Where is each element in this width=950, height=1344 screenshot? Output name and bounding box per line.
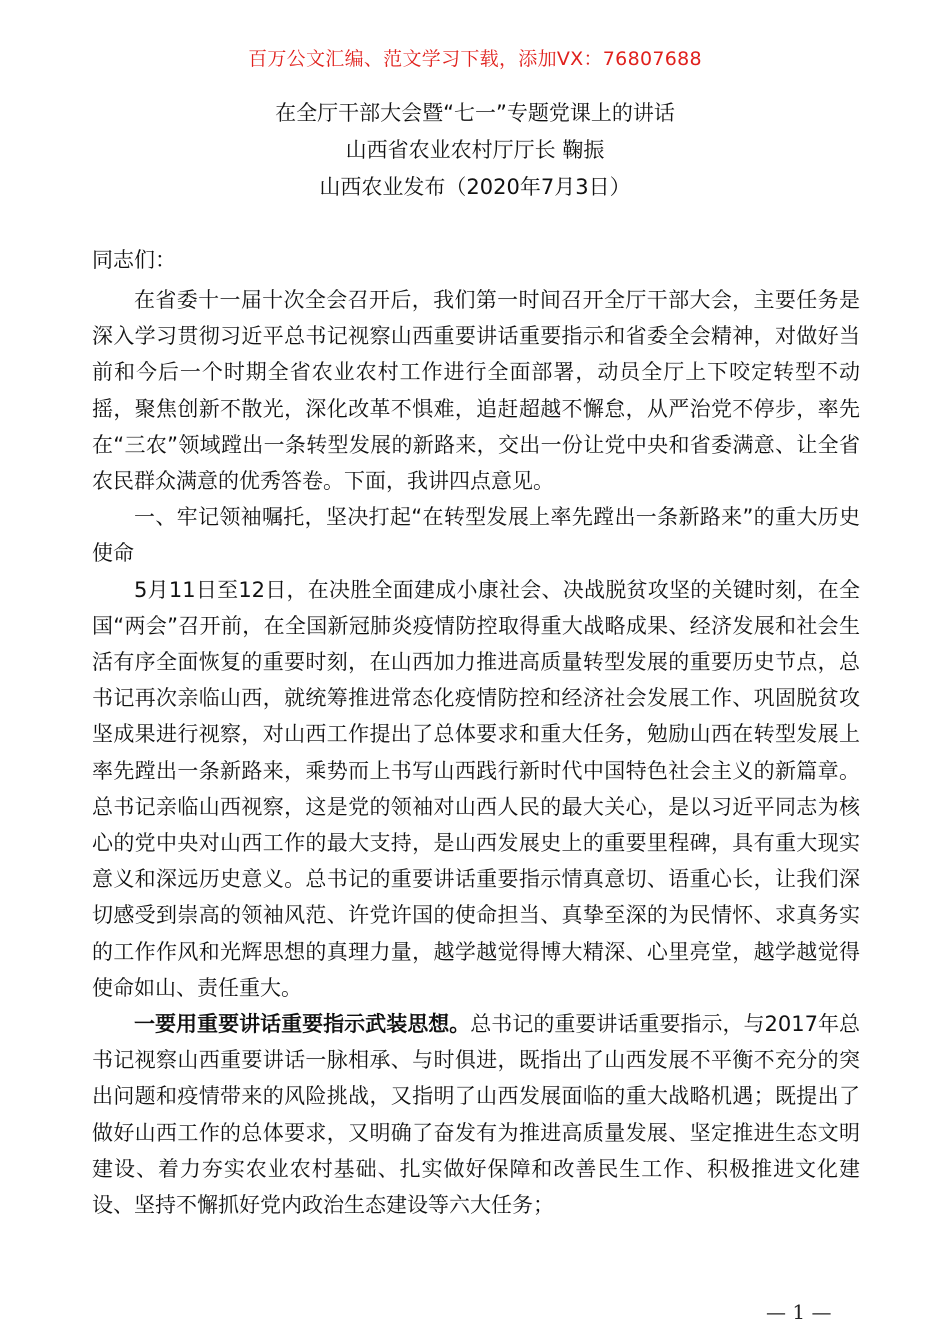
point-1-text: 总书记的重要讲话重要指示，与2017年总书记视察山西重要讲话一脉相承、与时俱进，既指出了山西发展不平衡不充分的突出问题和疫情带来的风险挑战，又指明了山西发展面临的重大战略机遇；既提出了做好山西工作的总体要求，又明确了奋发有为推进高质量发展、坚定推进生态文明建设、着力夯实农业农村基础、扎实做好保障和改善民生工作、积极推进文化建设、坚持不懈抓好党内政治生态建设等六大任务； bbox=[92, 1012, 860, 1218]
source-date-line: 山西农业发布（2020年7月3日） bbox=[319, 175, 631, 199]
point-1-lead: 一要用重要讲话重要指示武装思想。 bbox=[134, 1012, 471, 1037]
watermark-banner: 百万公文汇编、范文学习下载，添加VX：76807688 bbox=[248, 48, 702, 70]
paragraph-context: 5月11日至12日，在决胜全面建成小康社会、决战脱贫攻坚的关键时刻，在全国“两会”召开前，在全国新冠肺炎疫情防控取得重大战略成果、经济发展和社会生活有序全面恢复的重要时刻，在山西加力推进高质量转型发展的重要历史节点，总书记再次亲临山西，就统筹推进常态化疫情防控和经济社会发展工作、巩固脱贫攻坚成果进行视察，对山西工作提出了总体要求和重大任务，勉励山西在转型发展上率先蹚出一条新路来，乘势而上书写山西践行新时代中国特色社会主义的新篇章。总书记亲临山西视察，这是党的领袖对山西人民的最大关心，是以习近平同志为核心的党中央对山西工作的最大支持，是山西发展史上的重要里程碑，具有重大现实意义和深远历史意义。总书记的重要讲话重要指示情真意切、语重心长，让我们深切感受到崇高的领袖风范、许党许国的使命担当、真挚至深的为民情怀、求真务实的工作作风和光辉思想的真理力量，越学越觉得博大精深、心里亮堂，越学越觉得使命如山、责任重大。 bbox=[92, 577, 860, 1000]
author-line: 山西省农业农村厅厅长 鞠振 bbox=[345, 138, 605, 162]
salutation: 同志们： bbox=[92, 248, 176, 272]
paragraph-intro: 在省委十一届十次全会召开后，我们第一时间召开全厅干部大会，主要任务是深入学习贯彻习近平总书记视察山西重要讲话重要指示和省委全会精神，对做好当前和今后一个时期全省农业农村工作进行全面部署，动员全厅上下咬定转型不动摇，聚焦创新不散光，深化改革不惧难，追赶超越不懈怠，从严治党不停步，率先在“三农”领域蹚出一条转型发展的新路来，交出一份让党中央和省委满意、让全省农民群众满意的优秀答卷。下面，我讲四点意见。 bbox=[92, 288, 860, 494]
document-body bbox=[92, 282, 860, 1223]
paragraph-point-1 bbox=[92, 1006, 860, 1223]
document-title: 在全厅干部大会暨“七一”专题党课上的讲话 bbox=[275, 101, 675, 125]
section-heading-1: 一、牢记领袖嘱托，坚决打起“在转型发展上率先蹚出一条新路来”的重大历史使命 bbox=[92, 505, 860, 566]
page-number: — 1 — bbox=[766, 1300, 832, 1324]
